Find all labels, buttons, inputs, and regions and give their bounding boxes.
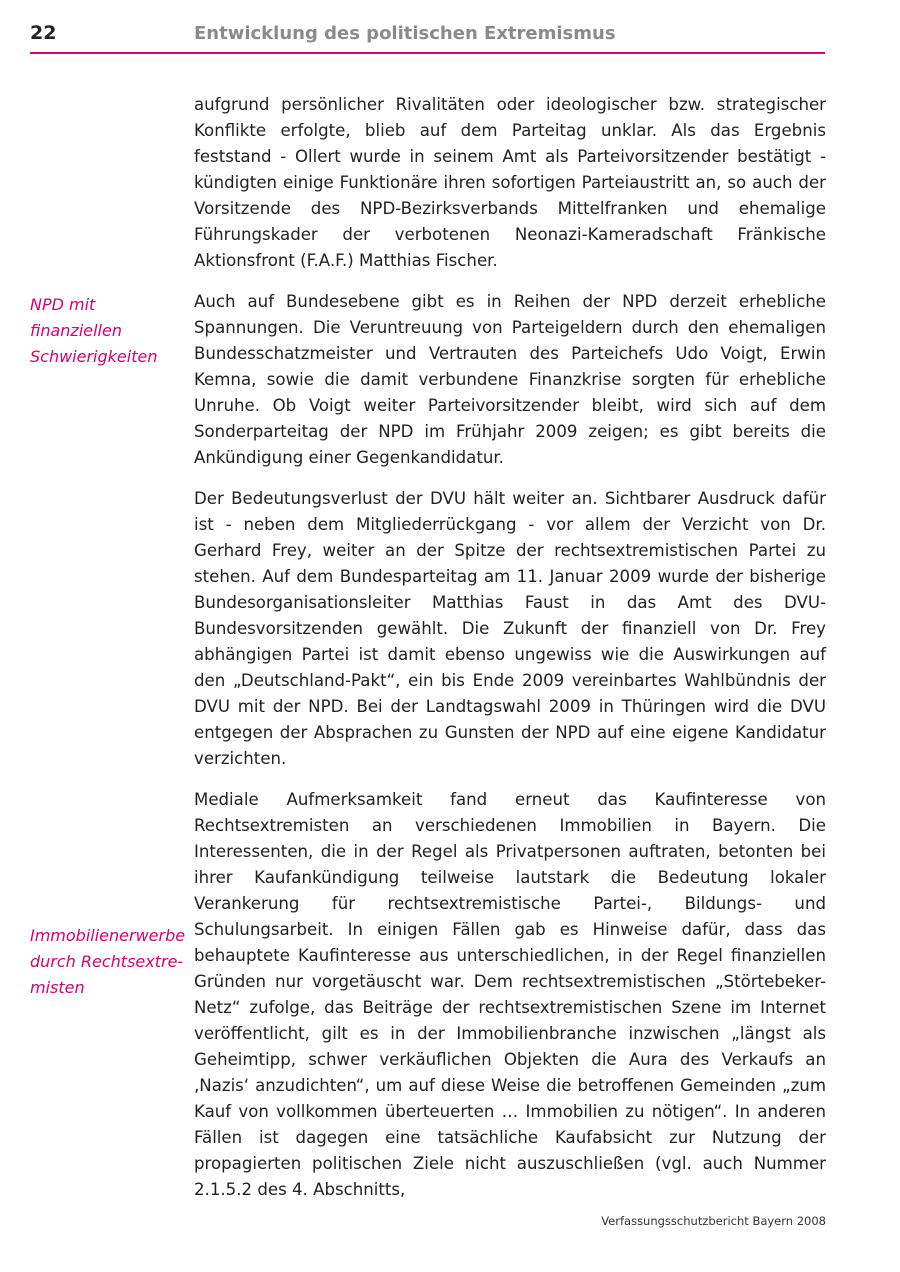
page-footer: Verfassungsschutzbericht Bayern 2008 [601,1214,826,1228]
paragraph: Auch auf Bundesebene gibt es in Reihen der NPD derzeit erhebliche Spannungen. Die Veruntreuung von Parteigeldern durch den ehemaligen Bundesschatzmeister und Vertrauten des Parteichefs Udo Voigt, Erwin Kemna, sowie die damit verbundene Finanzkrise sorgten für erhebliche Unruhe. Ob Voigt weiter Parteivorsitzender bleibt, wird sich auf dem Sonderparteitag der NPD im Frühjahr 2009 zeigen; es gibt bereits die Ankündigung einer Gegenkandidatur. [194,292,826,467]
margin-note-line: durch Rechtsextre- [30,952,184,971]
margin-note-line: finanziellen [30,321,122,340]
margin-note-line: Schwierigkeiten [30,347,158,366]
margin-note-real-estate [30,923,186,1001]
margin-note-line: Immobilienerwerbe [30,926,186,945]
paragraph: Der Bedeutungsverlust der DVU hält weiter an. Sichtbarer Ausdruck dafür ist - neben dem Mitgliederrückgang - vor allem der Verzicht von Dr. Gerhard Frey, weiter an der Spitze der rechtsextremistischen Partei zu stehen. Auf dem Bundesparteitag am 11. Januar 2009 wurde der bisherige Bundesorganisationsleiter Matthias Faust in das Amt des DVU-Bundesvorsitzenden gewählt. Die Zukunft der finanziell von Dr. Frey abhängigen Partei ist damit ebenso ungewiss wie die Auswirkungen auf den „Deutschland-Pakt“, ein bis Ende 2009 vereinbartes Wahlbündnis der DVU mit der NPD. Bei der Landtagswahl 2009 in Thüringen wird die DVU entgegen der Absprachen zu Gunsten der NPD auf eine eigene Kandidatur verzichten. [194,489,826,768]
page-header [30,22,825,52]
margin-note-line: misten [30,978,85,997]
page-number: 22 [30,22,57,44]
margin-note-line: NPD mit [30,295,96,314]
margin-note-npd-finances [30,292,182,370]
body-text [194,92,826,1218]
running-title: Entwicklung des politischen Extremismus [194,23,616,44]
paragraph: Mediale Aufmerksamkeit fand erneut das Kaufinteresse von Rechtsextremisten an verschiedenen Immobilien in Bayern. Die Interessenten, die in der Regel als Privatpersonen auftraten, betonten bei ihrer Kaufankündigung teilweise lautstark die Bedeutung lokaler Verankerung für rechtsextremistische Partei-, Bildungs- und Schulungsarbeit. In einigen Fällen gab es Hinweise dafür, dass das behauptete Kaufinteresse aus unterschiedlichen, in der Regel finanziellen Gründen nur vorgetäuscht war. Dem rechtsextremistischen „Störtebeker-Netz“ zufolge, das Beiträge der rechtsextremistischen Szene im Internet veröffentlicht, gilt es in der Immobilienbranche inzwischen „längst als Geheimtipp, schwer verkäuflichen Objekten die Aura des Verkaufs an ‚Nazis‘ anzudichten“, um auf diese Weise die betroffenen Gemeinden „zum Kauf von vollkommen überteuerten … Immobilien zu nötigen“. In anderen Fällen ist dagegen eine tatsächliche Kaufabsicht zur Nutzung der propagierten politischen Ziele nicht auszuschließen (vgl. auch Nummer 2.1.5.2 des 4. Abschnitts, [194,790,826,1199]
paragraph: aufgrund persönlicher Rivalitäten oder ideologischer bzw. strategischer Konflikte erfolgte, blieb auf dem Parteitag unklar. Als das Ergebnis feststand - Ollert wurde in seinem Amt als Parteivorsitzender bestätigt - kündigten einige Funktionäre ihren sofortigen Parteiaustritt an, so auch der Vorsitzende des NPD-Bezirksverbands Mittelfranken und ehemalige Führungskader der verbotenen Neonazi-Kameradschaft Fränkische Aktionsfront (F.A.F.) Matthias Fischer. [194,95,826,270]
header-divider [30,52,825,54]
